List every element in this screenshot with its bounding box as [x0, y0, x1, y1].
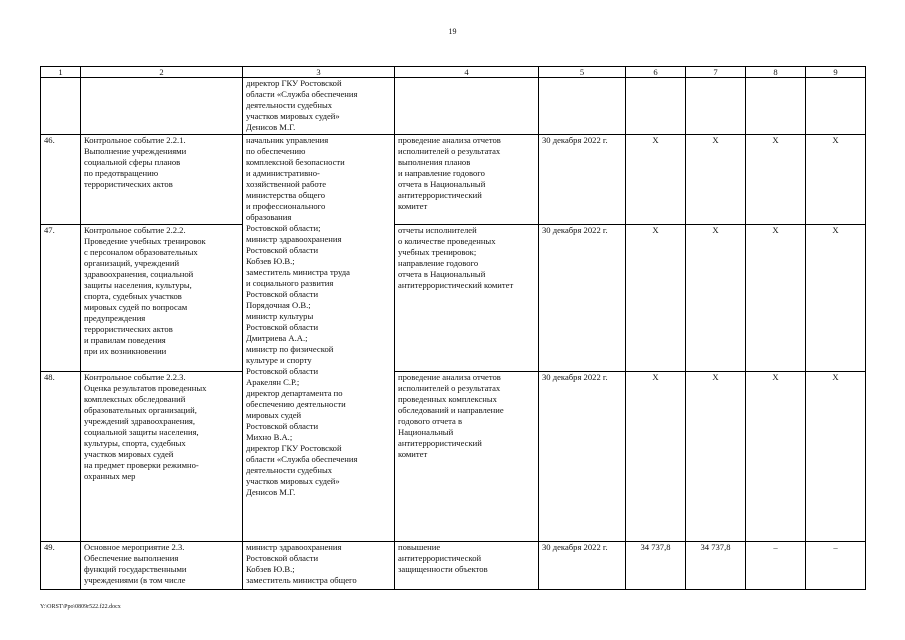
column-header: 2	[81, 67, 243, 78]
value-cell: X	[626, 135, 686, 225]
value-cell: X	[806, 225, 866, 372]
result-cell: повышение антитеррористической защищенности объектов	[395, 542, 539, 590]
value-cell: –	[746, 542, 806, 590]
table-row	[41, 135, 866, 225]
executor-cell: начальник управления по обеспечению комплексной безопасности и административно- хозяйственной работе министерства общего и профессионального образования Ростовской области; министр здравоохранения Ростовской области Кобзев Ю.В.; заместитель министра труда и социального развития Ростовской области Порядочная О.В.; министр культуры Ростовской области Дмитриева А.А.; министр по физической культуре и спорту Ростовской области Аракелян С.Р.; директор департамента по обеспечению деятельности мировых судей Ростовской области Михно В.А.; директор ГКУ Ростовской области «Служба обеспечения деятельности судебных участков мировых судей» Денисов М.Г.	[243, 135, 395, 542]
value-cell: X	[626, 225, 686, 372]
deadline-cell: 30 декабря 2022 г.	[539, 225, 626, 372]
measure-name: Контрольное событие 2.2.2. Проведение учебных тренировок с персоналом образовательных организаций, учреждений здравоохранения, социальной защиты населения, культуры, спорта, судебных участков мировых судей по вопросам предупреждения террористических актов и правилам поведения при их возникновении	[81, 225, 243, 372]
value-cell: X	[806, 372, 866, 542]
row-number: 49.	[41, 542, 81, 590]
column-header: 9	[806, 67, 866, 78]
deadline-cell: 30 декабря 2022 г.	[539, 135, 626, 225]
deadline-cell: 30 декабря 2022 г.	[539, 542, 626, 590]
measure-name: Основное мероприятие 2.3. Обеспечение выполнения функций государственными учреждениями (в том числе	[81, 542, 243, 590]
executor-cell: директор ГКУ Ростовской области «Служба обеспечения деятельности судебных участков мировых судей» Денисов М.Г.	[243, 78, 395, 135]
table-row	[41, 372, 866, 542]
value-cell: 34 737,8	[686, 542, 746, 590]
measure-name: Контрольное событие 2.2.1. Выполнение учреждениями социальной сферы планов по предотвращению террористических актов	[81, 135, 243, 225]
column-header: 4	[395, 67, 539, 78]
row-number: 46.	[41, 135, 81, 225]
column-number-row	[41, 67, 866, 78]
measure-name: Контрольное событие 2.2.3. Оценка результатов проведенных комплексных обследований образовательных организаций, учреждений здравоохранения, социальной защиты населения, культуры, спорта, судебных участков мировых судей на предмет проверки режимно- охранных мер	[81, 372, 243, 542]
value-cell: X	[686, 135, 746, 225]
value-cell: X	[746, 135, 806, 225]
value-cell: 34 737,8	[626, 542, 686, 590]
continuation-row	[41, 78, 866, 135]
value-cell: –	[806, 542, 866, 590]
value-cell: X	[746, 372, 806, 542]
result-cell: отчеты исполнителей о количестве проведенных учебных тренировок; направление годового отчета в Национальный антитеррористический комитет	[395, 225, 539, 372]
row-number: 48.	[41, 372, 81, 542]
value-cell: X	[746, 225, 806, 372]
column-header: 8	[746, 67, 806, 78]
value-cell: X	[686, 372, 746, 542]
row-number: 47.	[41, 225, 81, 372]
column-header: 5	[539, 67, 626, 78]
executor-cell: министр здравоохранения Ростовской области Кобзев Ю.В.; заместитель министра общего	[243, 542, 395, 590]
column-header: 7	[686, 67, 746, 78]
value-cell: X	[686, 225, 746, 372]
deadline-cell: 30 декабря 2022 г.	[539, 372, 626, 542]
file-path-footer: Y:\ORST\Ppo\0809r522.f22.docx	[40, 604, 121, 610]
column-header: 3	[243, 67, 395, 78]
value-cell: X	[806, 135, 866, 225]
column-header: 1	[41, 67, 81, 78]
page-number: 19	[448, 27, 457, 36]
measures-table	[40, 66, 866, 590]
table-row	[41, 542, 866, 590]
result-cell: проведение анализа отчетов исполнителей о результатах проведенных комплексных обследований и направление годового отчета в Национальный антитеррористический комитет	[395, 372, 539, 542]
column-header: 6	[626, 67, 686, 78]
result-cell: проведение анализа отчетов исполнителей о результатах выполнения планов и направление годового отчета в Национальный антитеррористический комитет	[395, 135, 539, 225]
table-row	[41, 225, 866, 372]
value-cell: X	[626, 372, 686, 542]
